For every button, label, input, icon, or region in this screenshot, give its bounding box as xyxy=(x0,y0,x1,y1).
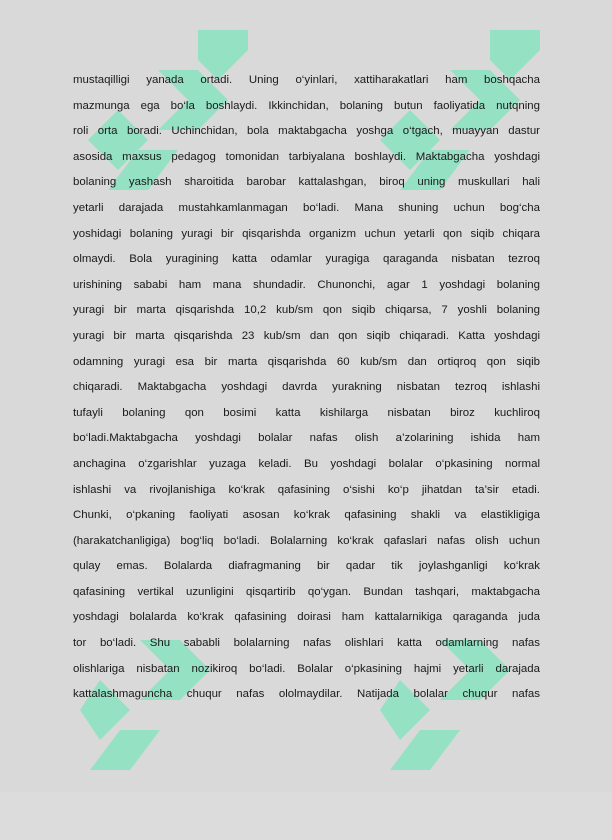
text-line: bo‘ladi.Maktabgacha yoshdagi bolalar nafas olish a’zolarining ishida ham xyxy=(73,432,540,445)
text-line: urishining sababi ham mana shundadir. Chunonchi, agar 1 yoshdagi bolaning xyxy=(73,278,540,291)
text-line: tufayli bolaning qon bosimi katta kishilarga nisbatan biroz kuchliroq xyxy=(73,406,540,419)
text-line: yetarli darajada mustahkamlanmagan bo‘ladi. Mana shuning uchun bog‘cha xyxy=(73,201,540,214)
text-line: yoshdagi bolalarda ko‘krak qafasining doirasi ham kattalarnikiga qaraganda juda xyxy=(73,611,540,624)
text-line: anchagina o‘zgarishlar yuzaga keladi. Bu yoshdagi bolalar o‘pkasining normal xyxy=(73,457,540,470)
body-text xyxy=(73,68,540,708)
text-line: qafasining vertikal uzunligini qisqartirib qo‘ygan. Bundan tashqari, maktabgacha xyxy=(73,585,540,598)
text-line: kattalashmaguncha chuqur nafas ololmaydilar. Natijada bolalar chuqur nafas xyxy=(73,688,540,701)
text-line: mazmunga ega bo‘la boshlaydi. Ikkinchidan, bolaning butun faoliyatida nutqning xyxy=(73,99,540,112)
text-line: qulay emas. Bolalarda diafragmaning bir qadar tik joylashganligi ko‘krak xyxy=(73,560,540,573)
text-line: olishlariga nisbatan nozikiroq bo‘ladi. Bolalar o‘pkasining hajmi yetarli darajada xyxy=(73,662,540,675)
text-line: olmaydi. Bola yuragining katta odamlar yuragiga qaraganda nisbatan tezroq xyxy=(73,253,540,266)
text-line: mustaqilligi yanada ortadi. Uning o‘yinlari, xattiharakatlari ham boshqacha xyxy=(73,74,540,86)
text-line: chiqaradi. Maktabgacha yoshdagi davrda yurakning nisbatan tezroq ishlashi xyxy=(73,381,540,394)
text-line: bolaning yashash sharoitida barobar kattalashgan, biroq uning muskullari hali xyxy=(73,176,540,189)
text-line: tor bo‘ladi. Shu sababli bolalarning nafas olishlari katta odamlarning nafas xyxy=(73,637,540,650)
text-line: roli orta boradi. Uchinchidan, bola maktabgacha yoshga o‘tgach, muayyan dastur xyxy=(73,125,540,138)
text-line: ishlashi va rivojlanishiga ko‘krak qafasining o‘sishi ko‘p jihatdan ta’sir etadi. xyxy=(73,483,540,496)
text-line: asosida maxsus pedagog tomonidan tarbiyalana boshlaydi. Maktabgacha yoshdagi xyxy=(73,150,540,163)
text-line: (harakatchanligiga) bog‘liq bo‘ladi. Bolalarning ko‘krak qafaslari nafas olish uchun xyxy=(73,534,540,547)
text-line: yuragi bir marta qisqarishda 23 kub/sm dan qon siqib chiqaradi. Katta yoshdagi xyxy=(73,329,540,342)
text-line: yoshidagi bolaning yuragi bir qisqarishda organizm uchun yetarli qon siqib chiqara xyxy=(73,227,540,240)
text-line: yuragi bir marta qisqarishda 10,2 kub/sm qon siqib chiqarsa, 7 yoshli bolaning xyxy=(73,304,540,317)
text-line: odamning yuragi esa bir marta qisqarishda 60 kub/sm dan ortiqroq qon siqib xyxy=(73,355,540,368)
text-line: Chunki, o‘pkaning faoliyati asosan ko‘krak qafasining shakli va elastikligiga xyxy=(73,509,540,522)
